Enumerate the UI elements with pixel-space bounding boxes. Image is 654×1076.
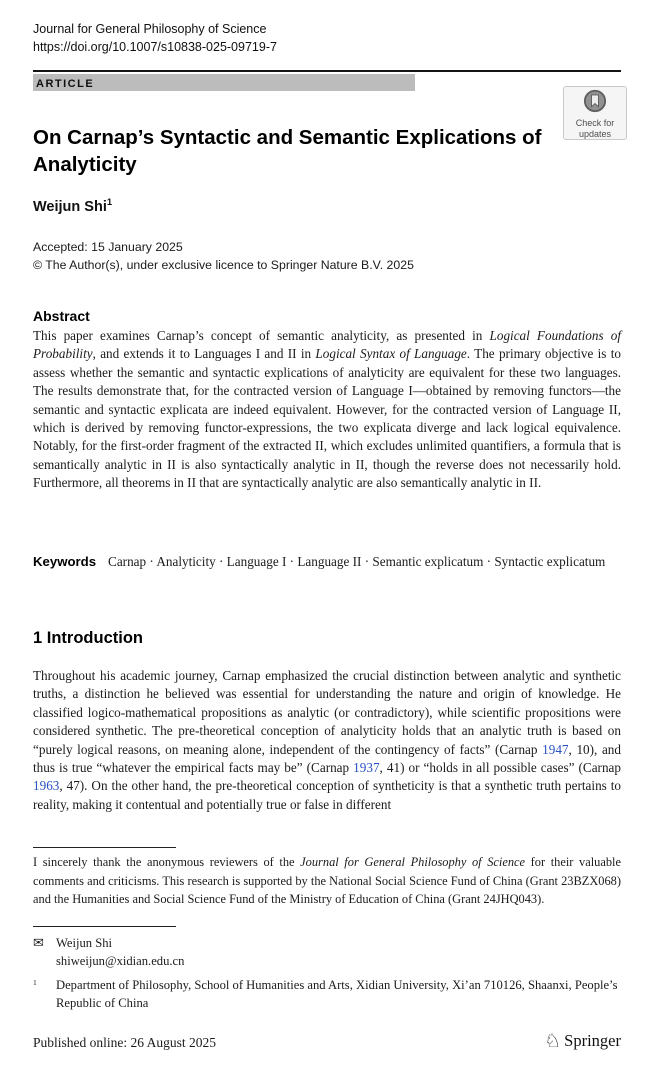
check-badge-line1: Check for [575, 118, 615, 128]
article-meta [33, 238, 621, 274]
keywords-label: Keywords [33, 554, 97, 569]
keywords-block [33, 553, 621, 571]
keywords-list: Carnap · Analyticity · Language I · Language II · Semantic explicatum · Syntactic explicatum [108, 554, 606, 569]
springer-horse-icon: ♘ [544, 1030, 562, 1052]
bookmark-circle-icon [583, 89, 607, 118]
article-type-label: ARTICLE [36, 78, 95, 90]
section-heading-introduction: 1 Introduction [33, 629, 143, 647]
copyright-line: © The Author(s), under exclusive licence to Springer Nature B.V. 2025 [33, 258, 414, 272]
check-badge-line2: updates [578, 128, 612, 139]
published-online-date: Published online: 26 August 2025 [33, 1035, 217, 1050]
author-affiliation-mark: 1 [106, 197, 113, 208]
envelope-icon: ✉ [33, 935, 44, 950]
acknowledgement-footnote: I sincerely thank the anonymous reviewers of the Journal for General Philosophy of Science for their valuable comments and criticisms. This research is supported by the National Social Science Fund of China (Grant 23BZX068) and the Humanities and Social Science Fund of the Ministry of Education of China (Grant 24JHQ043). [33, 855, 622, 907]
article-type-bar [33, 74, 415, 91]
correspondence-block [33, 934, 621, 970]
page-footer [33, 1031, 621, 1051]
author-name: Weijun Shi [33, 198, 107, 215]
doi-link[interactable]: https://doi.org/10.1007/s10838-025-09719-7 [33, 40, 277, 54]
journal-name: Journal for General Philosophy of Science [33, 22, 267, 36]
author-line [33, 197, 621, 215]
header-rule [33, 70, 621, 72]
corresponding-author-email[interactable]: shiweijun@xidian.edu.cn [56, 954, 185, 968]
correspondence-rule [33, 926, 176, 927]
introduction-paragraph: Throughout his academic journey, Carnap emphasized the crucial distinction between analytic and synthetic truths, a distinction he believed was essential for understanding the nature and origin of knowledge. He classified logico-mathematical propositions as analytic (or contradictory), while scientific propositions were considered synthetic. The pre-theoretical conception of analyticity holds that an analytic truth is based on “purely logical reasons, on meaning alone, independent of the contingency of facts” (Carnap 1947, 10), and thus is true “whatever the empirical facts may be” (Carnap 1937, 41) or “holds in all possible cases” (Carnap 1963, 47). On the other hand, the pre-theoretical conception of syntheticity is that a synthetic truth pertains to reality, making it contentual and potentially true or false in different [33, 668, 621, 812]
springer-logo [544, 1031, 621, 1051]
accepted-date: Accepted: 15 January 2025 [33, 240, 183, 254]
springer-wordmark: Springer [564, 1031, 621, 1050]
article-title: On Carnap’s Syntactic and Semantic Explications of Analyticity [33, 126, 542, 176]
footnote-rule [33, 847, 176, 848]
corresponding-author-name: Weijun Shi [56, 936, 113, 950]
affiliation-block [33, 976, 621, 1012]
affiliation-mark: 1 [33, 978, 37, 987]
abstract-text: This paper examines Carnap’s concept of semantic analyticity, as presented in Logical Foundations of Probability, and extends it to Languages I and II in Logical Syntax of Language. The primary objective is to assess whether the semantic and syntactic explications of analyticity are equivalent for these two languages. The results demonstrate that, for the contracted version of Language I—obtained by removing functors—the semantic and syntactic explicata are indeed equivalent. However, for the contracted version of Language II, which is derived by removing functor-expressions, the two explicata diverge and lack logical equivalence. Notably, for the first-order fragment of the extracted II, which excludes unlimited quantifiers, a formula that is semantically analytic in II is also syntactically analytic in II, though the reverse does not necessarily hold. Furthermore, all theorems in II that are syntactically analytic are also semantically analytic in II. [33, 328, 621, 491]
abstract-heading: Abstract [33, 308, 90, 324]
journal-header [33, 20, 621, 56]
affiliation-text: Department of Philosophy, School of Humanities and Arts, Xidian University, Xi’an 710126, Shaanxi, People’s Republic of China [56, 978, 618, 1010]
